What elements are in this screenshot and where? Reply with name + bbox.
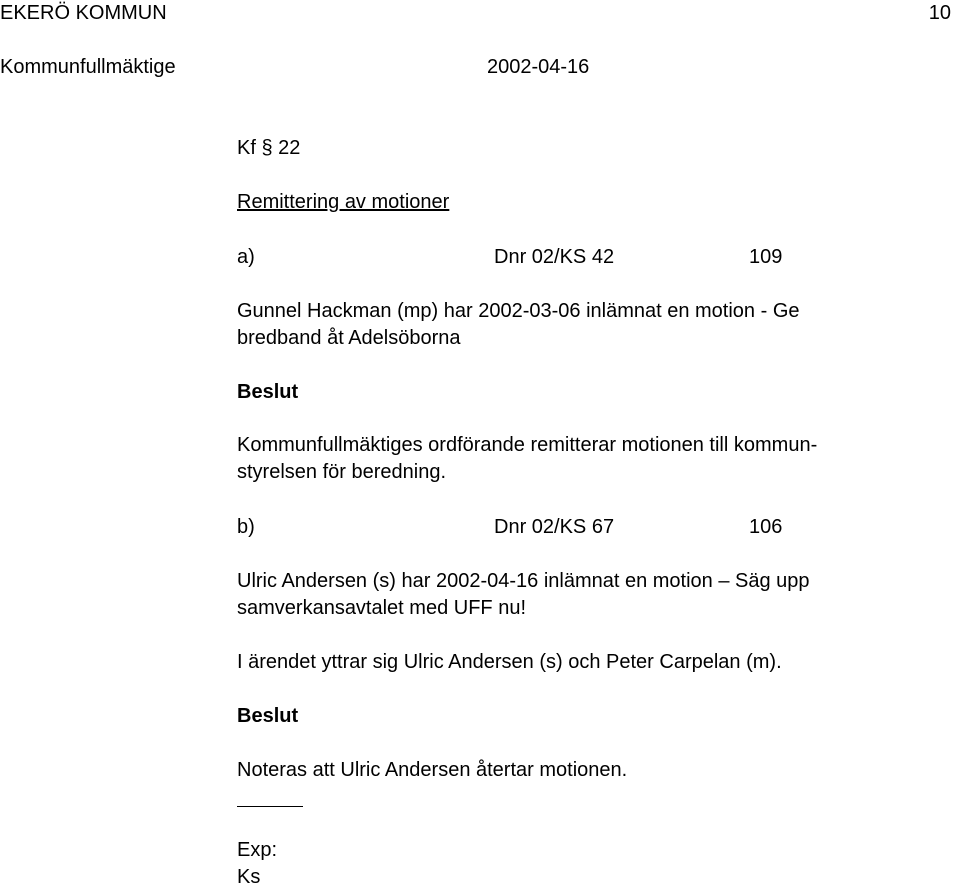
item-b-number: 106 — [749, 516, 783, 538]
assembly-name: Kommunfullmäktige — [0, 56, 176, 78]
separator-line — [237, 806, 303, 807]
item-a-number: 109 — [749, 246, 783, 268]
organization-name: EKERÖ KOMMUN — [0, 2, 167, 24]
item-a-label: a) — [237, 246, 255, 268]
item-b-label: b) — [237, 516, 255, 538]
item-b-description-line2: samverkansavtalet med UFF nu! — [237, 597, 526, 619]
expedition-label: Exp: — [237, 839, 278, 861]
item-a-decision-heading: Beslut — [237, 381, 299, 403]
item-a-decision-line1: Kommunfullmäktiges ordförande remitterar motionen till kommun- — [237, 434, 818, 456]
item-b-description-line1: Ulric Andersen (s) har 2002-04-16 inlämnat en motion – Säg upp — [237, 570, 810, 592]
page-number: 10 — [928, 2, 951, 24]
item-b-statement: I ärendet yttrar sig Ulric Andersen (s) och Peter Carpelan (m). — [237, 651, 782, 673]
item-b-dnr: Dnr 02/KS 67 — [494, 516, 615, 538]
meeting-date: 2002-04-16 — [487, 56, 590, 78]
expedition-recipient: Ks — [237, 866, 261, 888]
item-a-description: Gunnel Hackman (mp) har 2002-03-06 inlämnat en motion - Ge bredband åt Adelsöborna — [237, 300, 800, 349]
section-title: Remittering av motioner — [237, 191, 450, 213]
item-a-decision-line2: styrelsen för beredning. — [237, 461, 447, 483]
paragraph-reference: Kf § 22 — [237, 137, 301, 159]
item-a-dnr: Dnr 02/KS 42 — [494, 246, 615, 268]
item-b-decision-heading: Beslut — [237, 705, 299, 727]
item-b-decision: Noteras att Ulric Andersen återtar motionen. — [237, 759, 628, 781]
